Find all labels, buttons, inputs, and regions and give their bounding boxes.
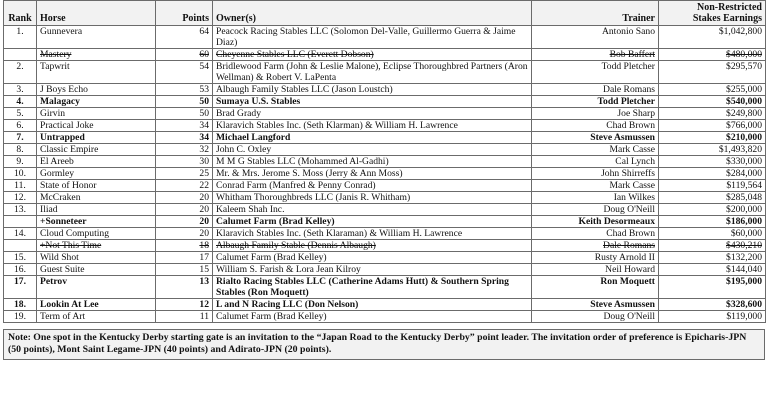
earnings-cell: $330,000 — [659, 156, 766, 168]
earnings-cell: $144,040 — [659, 264, 766, 276]
trainer-cell: Doug O'Neill — [532, 204, 659, 216]
trainer-cell: Bob Baffert — [532, 49, 659, 61]
owner-cell: Calumet Farm (Brad Kelley) — [213, 216, 532, 228]
horse-cell: Lookin At Lee — [37, 299, 156, 311]
trainer-cell: Mark Casse — [532, 144, 659, 156]
horse-cell: Guest Suite — [37, 264, 156, 276]
owner-header: Owner(s) — [213, 1, 532, 26]
points-cell: 54 — [156, 61, 213, 84]
earnings-cell: $284,000 — [659, 168, 766, 180]
owner-cell: Sumaya U.S. Stables — [213, 96, 532, 108]
horse-cell: Cloud Computing — [37, 228, 156, 240]
trainer-cell: Ron Moquett — [532, 276, 659, 299]
points-header: Points — [156, 1, 213, 26]
rank-cell: 16. — [4, 264, 37, 276]
owner-cell: William S. Farish & Lora Jean Kilroy — [213, 264, 532, 276]
trainer-cell: John Shirreffs — [532, 168, 659, 180]
owner-cell: John C. Oxley — [213, 144, 532, 156]
earnings-cell: $540,000 — [659, 96, 766, 108]
horse-cell: Girvin — [37, 108, 156, 120]
points-cell: 50 — [156, 96, 213, 108]
trainer-cell: Chad Brown — [532, 120, 659, 132]
earnings-cell: $195,000 — [659, 276, 766, 299]
rank-cell — [4, 216, 37, 228]
rank-cell: 11. — [4, 180, 37, 192]
horse-cell: Tapwrit — [37, 61, 156, 84]
points-cell: 60 — [156, 49, 213, 61]
points-cell: 13 — [156, 276, 213, 299]
rank-cell: 14. — [4, 228, 37, 240]
horse-cell: +Not This Time — [37, 240, 156, 252]
earnings-cell: $119,564 — [659, 180, 766, 192]
points-cell: 50 — [156, 108, 213, 120]
horse-cell: Practical Joke — [37, 120, 156, 132]
table-row — [4, 264, 766, 276]
earnings-cell: $210,000 — [659, 132, 766, 144]
earnings-cell: $285,048 — [659, 192, 766, 204]
rank-cell: 18. — [4, 299, 37, 311]
rank-cell: 1. — [4, 26, 37, 49]
trainer-cell: Cal Lynch — [532, 156, 659, 168]
trainer-cell: Antonio Sano — [532, 26, 659, 49]
points-cell: 30 — [156, 156, 213, 168]
table-row — [4, 132, 766, 144]
earnings-cell: $249,800 — [659, 108, 766, 120]
table-row — [4, 204, 766, 216]
earnings-cell: $328,600 — [659, 299, 766, 311]
rank-cell: 8. — [4, 144, 37, 156]
table-row — [4, 49, 766, 61]
horse-cell: Classic Empire — [37, 144, 156, 156]
table-row — [4, 228, 766, 240]
horse-cell: Iliad — [37, 204, 156, 216]
table-row — [4, 108, 766, 120]
earnings-cell: $200,000 — [659, 204, 766, 216]
owner-cell: Whitham Thoroughbreds LLC (Janis R. Whitham) — [213, 192, 532, 204]
rank-cell: 15. — [4, 252, 37, 264]
rank-cell — [4, 240, 37, 252]
horse-cell: Mastery — [37, 49, 156, 61]
horse-cell: Petrov — [37, 276, 156, 299]
points-cell: 18 — [156, 240, 213, 252]
points-cell: 32 — [156, 144, 213, 156]
rank-cell: 10. — [4, 168, 37, 180]
owner-cell: Klaravich Stables Inc. (Seth Klarman) & William H. Lawrence — [213, 120, 532, 132]
points-cell: 20 — [156, 192, 213, 204]
points-cell: 20 — [156, 204, 213, 216]
points-cell: 22 — [156, 180, 213, 192]
trainer-cell: Joe Sharp — [532, 108, 659, 120]
rank-cell: 2. — [4, 61, 37, 84]
table-row — [4, 276, 766, 299]
table-row — [4, 84, 766, 96]
earnings-cell: $430,210 — [659, 240, 766, 252]
points-cell: 53 — [156, 84, 213, 96]
horse-cell: Term of Art — [37, 311, 156, 323]
horse-cell: J Boys Echo — [37, 84, 156, 96]
points-cell: 15 — [156, 264, 213, 276]
footnote: Note: One spot in the Kentucky Derby starting gate is an invitation to the “Japan Road to the Kentucky Derby” point leader. The invitation order of preference is Epicharis-JPN (50 points), Mont Saint Legame-JPN (40 points) and Adirato-JPN (20 points). — [3, 329, 765, 360]
table-row — [4, 61, 766, 84]
rank-cell: 17. — [4, 276, 37, 299]
points-cell: 34 — [156, 132, 213, 144]
owner-cell: Klaravich Stables Inc. (Seth Klaraman) & William H. Lawrence — [213, 228, 532, 240]
points-cell: 64 — [156, 26, 213, 49]
trainer-cell: Steve Asmussen — [532, 299, 659, 311]
standings-body — [4, 26, 766, 323]
earnings-cell: $119,000 — [659, 311, 766, 323]
owner-cell: Kaleem Shah Inc. — [213, 204, 532, 216]
points-cell: 20 — [156, 216, 213, 228]
table-row — [4, 299, 766, 311]
earnings-cell: $295,570 — [659, 61, 766, 84]
rank-cell: 6. — [4, 120, 37, 132]
rank-cell — [4, 49, 37, 61]
horse-cell: +Sonneteer — [37, 216, 156, 228]
horse-cell: McCraken — [37, 192, 156, 204]
horse-cell: Gunnevera — [37, 26, 156, 49]
points-cell: 20 — [156, 228, 213, 240]
points-cell: 11 — [156, 311, 213, 323]
horse-cell: Malagacy — [37, 96, 156, 108]
rank-cell: 3. — [4, 84, 37, 96]
table-row — [4, 180, 766, 192]
owner-cell: Albaugh Family Stables LLC (Jason Loustch) — [213, 84, 532, 96]
earnings-cell: $255,000 — [659, 84, 766, 96]
earnings-cell: $60,000 — [659, 228, 766, 240]
owner-cell: Rialto Racing Stables LLC (Catherine Adams Hutt) & Southern Spring Stables (Ron Moquett) — [213, 276, 532, 299]
owner-cell: Conrad Farm (Manfred & Penny Conrad) — [213, 180, 532, 192]
header-row — [4, 1, 766, 26]
trainer-cell: Neil Howard — [532, 264, 659, 276]
trainer-cell: Dale Romans — [532, 84, 659, 96]
earnings-header-line2: Stakes Earnings — [692, 13, 762, 24]
owner-cell: Albaugh Family Stable (Dennis Albaugh) — [213, 240, 532, 252]
table-row — [4, 120, 766, 132]
horse-cell: El Areeb — [37, 156, 156, 168]
owner-cell: Mr. & Mrs. Jerome S. Moss (Jerry & Ann Moss) — [213, 168, 532, 180]
table-row — [4, 240, 766, 252]
earnings-cell: $480,000 — [659, 49, 766, 61]
table-row — [4, 26, 766, 49]
table-row — [4, 216, 766, 228]
earnings-cell: $186,000 — [659, 216, 766, 228]
trainer-cell: Doug O'Neill — [532, 311, 659, 323]
earnings-cell: $1,493,820 — [659, 144, 766, 156]
owner-cell: Michael Langford — [213, 132, 532, 144]
owner-cell: Calumet Farm (Brad Kelley) — [213, 311, 532, 323]
earnings-header — [659, 1, 766, 26]
trainer-cell: Steve Asmussen — [532, 132, 659, 144]
owner-cell: Brad Grady — [213, 108, 532, 120]
table-row — [4, 311, 766, 323]
trainer-cell: Keith Desormeaux — [532, 216, 659, 228]
table-row — [4, 96, 766, 108]
points-cell: 12 — [156, 299, 213, 311]
rank-cell: 9. — [4, 156, 37, 168]
rank-cell: 5. — [4, 108, 37, 120]
rank-cell: 12. — [4, 192, 37, 204]
owner-cell: L and N Racing LLC (Don Nelson) — [213, 299, 532, 311]
table-row — [4, 252, 766, 264]
horse-cell: State of Honor — [37, 180, 156, 192]
trainer-cell: Dale Romans — [532, 240, 659, 252]
trainer-header: Trainer — [532, 1, 659, 26]
horse-header: Horse — [37, 1, 156, 26]
horse-cell: Gormley — [37, 168, 156, 180]
trainer-cell: Todd Pletcher — [532, 61, 659, 84]
trainer-cell: Rusty Arnold II — [532, 252, 659, 264]
derby-standings — [3, 0, 765, 360]
trainer-cell: Todd Pletcher — [532, 96, 659, 108]
table-row — [4, 144, 766, 156]
points-cell: 34 — [156, 120, 213, 132]
standings-table — [3, 0, 766, 323]
owner-cell: Peacock Racing Stables LLC (Solomon Del-Valle, Guillermo Guerra & Jaime Diaz) — [213, 26, 532, 49]
points-cell: 25 — [156, 168, 213, 180]
table-row — [4, 168, 766, 180]
earnings-cell: $766,000 — [659, 120, 766, 132]
earnings-cell: $1,042,800 — [659, 26, 766, 49]
trainer-cell: Chad Brown — [532, 228, 659, 240]
rank-cell: 13. — [4, 204, 37, 216]
rank-cell: 4. — [4, 96, 37, 108]
earnings-cell: $132,200 — [659, 252, 766, 264]
rank-cell: 7. — [4, 132, 37, 144]
points-cell: 17 — [156, 252, 213, 264]
earnings-header-line1: Non-Restricted — [697, 2, 762, 13]
horse-cell: Untrapped — [37, 132, 156, 144]
owner-cell: Calumet Farm (Brad Kelley) — [213, 252, 532, 264]
table-row — [4, 156, 766, 168]
rank-cell: 19. — [4, 311, 37, 323]
horse-cell: Wild Shot — [37, 252, 156, 264]
owner-cell: M M G Stables LLC (Mohammed Al-Gadhi) — [213, 156, 532, 168]
owner-cell: Bridlewood Farm (John & Leslie Malone), Eclipse Thoroughbred Partners (Aron Wellman) & Robert V. LaPenta — [213, 61, 532, 84]
trainer-cell: Ian Wilkes — [532, 192, 659, 204]
rank-header: Rank — [4, 1, 37, 26]
table-row — [4, 192, 766, 204]
owner-cell: Cheyenne Stables LLC (Everett Dobson) — [213, 49, 532, 61]
trainer-cell: Mark Casse — [532, 180, 659, 192]
